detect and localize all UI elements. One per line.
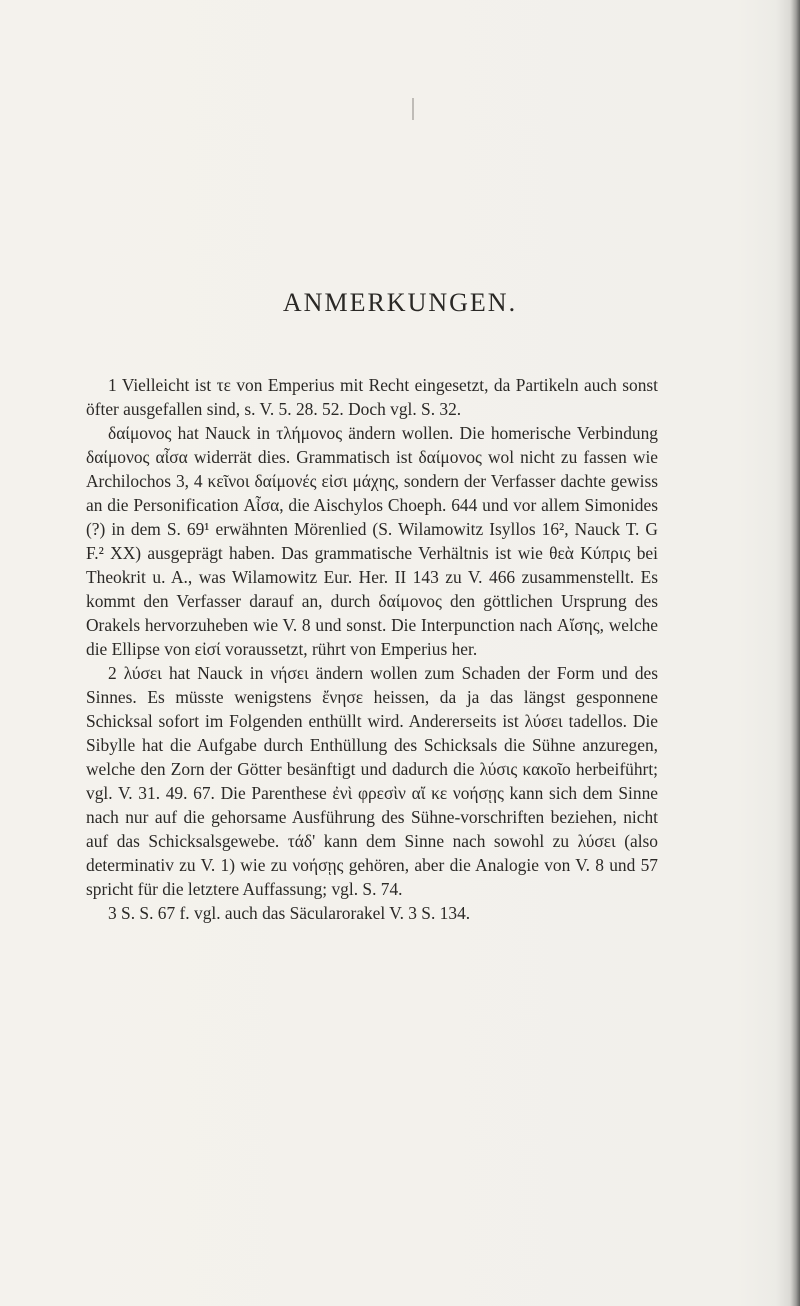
note-paragraph: 1 Vielleicht ist τε von Emperius mit Recht eingesetzt, da Partikeln auch sonst öfter ausgefallen sind, s. V. 5. 28. 52. Doch vgl. S. 32. [86,375,658,419]
notes-body [86,373,658,925]
page-mark [412,98,414,120]
page-heading: ANMERKUNGEN. [282,288,518,317]
page-edge-shadow [790,0,800,1306]
note-paragraph: 2 λύσει hat Nauck in νήσει ändern wollen zum Schaden der Form und des Sinnes. Es müsste wenigstens ἔνησε heissen, da ja das längst gesponnene Schicksal sofort im Folgenden enthüllt wird. Andererseits ist λύσει tadellos. Die Sibylle hat die Aufgabe durch Enthüllung des Schicksals die Sühne anzuregen, welche den Zorn der Götter besänftigt und dadurch die λύσις κακοῖο herbeiführt; vgl. V. 31. 49. 67. Die Parenthese ἐνὶ φρεσὶν αἴ κε νοήσῃς kann sich dem Sinne nach nur auf die gehorsame Ausführung des Sühne-vorschriften beziehen, nicht auf das Schicksalsgewebe. τάδ' kann dem Sinne nach sowohl zu λύσει (also determinativ zu V. 1) wie zu νοήσῃς gehören, aber die Analogie von V. 8 und 57 spricht für die letztere Auffassung; vgl. S. 74. [86,663,658,899]
note-paragraph: 3 S. S. 67 f. vgl. auch das Säcularorakel V. 3 S. 134. [108,903,471,923]
note-paragraph: δαίμονος hat Nauck in τλήμονος ändern wollen. Die homerische Verbindung δαίμονος αἶσα widerrät dies. Grammatisch ist δαίμονος wol nicht zu fassen wie Archilochos 3, 4 κεῖνοι δαίμονές εἰσι μάχης, sondern der Verfasser dachte gewiss an die Personification Αἶσα, die Aischylos Choeph. 644 und vor allem Simonides (?) in dem S. 69¹ erwähnten Mörenlied (S. Wilamowitz Isyllos 16², Nauck T. G F.² XX) ausgeprägt haben. Das grammatische Verhältnis ist wie θεὰ Κύπρις bei Theokrit u. A., was Wilamowitz Eur. Her. II 143 zu V. 466 zusammenstellt. Es kommt den Verfasser darauf an, durch δαίμονος den göttlichen Ursprung des Orakels hervorzuheben wie V. 8 und sonst. Die Interpunction nach Αἴσης, welche die Ellipse von εἰσί voraussetzt, rührt von Emperius her. [86,423,658,659]
